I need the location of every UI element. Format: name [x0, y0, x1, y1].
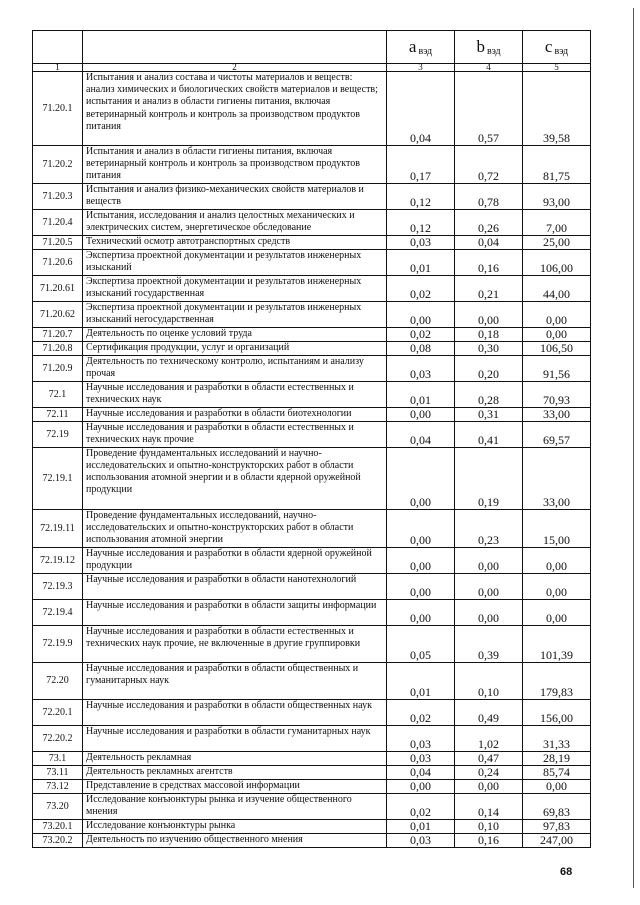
row-value-b: 0,47 [455, 751, 523, 765]
row-value-a: 0,01 [387, 381, 455, 407]
table-row [33, 833, 591, 847]
row-value-c: 179,83 [523, 662, 591, 699]
row-code: 71.20.1 [33, 72, 83, 146]
table-row [33, 547, 591, 573]
row-value-b: 0,39 [455, 625, 523, 662]
row-description: Научные исследования и разработки в области гуманитарных наук [83, 725, 387, 751]
row-value-a: 0,02 [387, 275, 455, 301]
row-description: Деятельность по изучению общественного мнения [83, 833, 387, 847]
row-code: 73.20 [33, 793, 83, 819]
row-value-c: 106,50 [523, 341, 591, 355]
row-value-a: 0,00 [387, 573, 455, 599]
table-header-row [33, 31, 591, 64]
row-value-c: 33,00 [523, 407, 591, 421]
row-code: 71.20.2 [33, 146, 83, 184]
row-value-b: 0,26 [455, 209, 523, 235]
table-row [33, 72, 591, 146]
row-value-b: 0,19 [455, 447, 523, 509]
row-value-a: 0,12 [387, 209, 455, 235]
row-value-c: 81,75 [523, 146, 591, 184]
row-description: Научные исследования и разработки в области естественных и технических наук прочие, не включенные в другие группировки [83, 625, 387, 662]
column-number-row [33, 64, 591, 72]
table-row [33, 275, 591, 301]
column-number: 3 [387, 64, 455, 72]
table-row [33, 209, 591, 235]
row-value-a: 0,00 [387, 547, 455, 573]
row-value-a: 0,12 [387, 183, 455, 209]
row-code: 73.12 [33, 779, 83, 793]
row-code: 72.20 [33, 662, 83, 699]
row-code: 72.19.9 [33, 625, 83, 662]
row-value-c: 69,57 [523, 421, 591, 447]
page-number: 68 [560, 866, 573, 878]
row-value-a: 0,17 [387, 146, 455, 184]
table-row [33, 381, 591, 407]
row-value-b: 0,49 [455, 699, 523, 725]
header-b: b $_{вэд}$ [455, 31, 523, 64]
table-row [33, 301, 591, 327]
row-value-b: 0,24 [455, 765, 523, 779]
row-value-c: 70,93 [523, 381, 591, 407]
table-row [33, 662, 591, 699]
column-number: 1 [33, 64, 83, 72]
row-value-c: 93,00 [523, 183, 591, 209]
row-value-c: 106,00 [523, 249, 591, 275]
table-row [33, 341, 591, 355]
row-value-a: 0,03 [387, 833, 455, 847]
row-description: Деятельность по оценке условий труда [83, 327, 387, 341]
row-value-c: 0,00 [523, 779, 591, 793]
table-row [33, 447, 591, 509]
row-value-b: 0,00 [455, 547, 523, 573]
table-row [33, 699, 591, 725]
row-value-a: 0,00 [387, 779, 455, 793]
row-description: Исследование конъюнктуры рынка [83, 819, 387, 833]
row-value-b: 0,28 [455, 381, 523, 407]
row-description: Испытания, исследования и анализ целостных механических и электрических систем, энергетическое обследование [83, 209, 387, 235]
row-description: Научные исследования и разработки в области общественных и гуманитарных наук [83, 662, 387, 699]
row-code: 71.20.62 [33, 301, 83, 327]
table-row [33, 509, 591, 547]
row-description: Деятельность рекламная [83, 751, 387, 765]
row-value-b: 0,57 [455, 72, 523, 146]
row-value-c: 0,00 [523, 327, 591, 341]
row-description: Деятельность по техническому контролю, испытаниям и анализу прочая [83, 355, 387, 381]
table-row [33, 625, 591, 662]
row-code: 71.20.7 [33, 327, 83, 341]
row-value-c: 44,00 [523, 275, 591, 301]
row-value-a: 0,05 [387, 625, 455, 662]
row-description: Экспертиза проектной документации и результатов инженерных изысканий государственная [83, 275, 387, 301]
row-value-b: 0,00 [455, 573, 523, 599]
row-code: 71.20.6 [33, 249, 83, 275]
table-row [33, 599, 591, 625]
row-code: 71.20.4 [33, 209, 83, 235]
row-value-b: 0,14 [455, 793, 523, 819]
column-number: 2 [83, 64, 387, 72]
row-value-b: 0,20 [455, 355, 523, 381]
table-row [33, 779, 591, 793]
table-row [33, 327, 591, 341]
row-value-c: 7,00 [523, 209, 591, 235]
row-code: 72.19.12 [33, 547, 83, 573]
row-description: Проведение фундаментальных исследований и научно-исследовательских и опытно-конструкторских работ в области использования атомной энергии и в области ядерной оружейной продукции [83, 447, 387, 509]
row-value-c: 91,56 [523, 355, 591, 381]
table-row [33, 573, 591, 599]
row-description: Экспертиза проектной документации и результатов инженерных изысканий негосударственная [83, 301, 387, 327]
row-value-c: 15,00 [523, 509, 591, 547]
row-code: 73.20.1 [33, 819, 83, 833]
row-code: 72.20.2 [33, 725, 83, 751]
row-value-c: 0,00 [523, 547, 591, 573]
row-description: Научные исследования и разработки в области ядерной оружейной продукции [83, 547, 387, 573]
row-value-a: 0,02 [387, 793, 455, 819]
row-value-b: 0,41 [455, 421, 523, 447]
row-code: 72.19 [33, 421, 83, 447]
row-code: 71.20.5 [33, 235, 83, 249]
table-row [33, 407, 591, 421]
row-value-c: 25,00 [523, 235, 591, 249]
row-description: Деятельность рекламных агентств [83, 765, 387, 779]
row-value-b: 0,16 [455, 249, 523, 275]
column-number: 4 [455, 64, 523, 72]
row-code: 71.20.3 [33, 183, 83, 209]
row-value-b: 0,00 [455, 301, 523, 327]
row-value-b: 0,10 [455, 662, 523, 699]
row-description: Испытания и анализ состава и чистоты материалов и веществ: анализ химических и биологических свойств материалов и веществ; испытания и анализ в области гигиены питания, включая ветеринарный контроль и контроль за производством продуктов питания [83, 72, 387, 146]
row-value-c: 0,00 [523, 599, 591, 625]
row-code: 73.11 [33, 765, 83, 779]
row-value-b: 0,18 [455, 327, 523, 341]
row-code: 72.19.11 [33, 509, 83, 547]
table-row [33, 819, 591, 833]
row-code: 72.19.4 [33, 599, 83, 625]
header-a: a $_{вэд}$ [387, 31, 455, 64]
row-value-a: 0,00 [387, 407, 455, 421]
row-value-b: 0,30 [455, 341, 523, 355]
row-description: Научные исследования и разработки в области биотехнологии [83, 407, 387, 421]
row-value-a: 0,03 [387, 235, 455, 249]
row-description: Технический осмотр автотранспортных средств [83, 235, 387, 249]
row-value-a: 0,03 [387, 725, 455, 751]
row-value-b: 0,04 [455, 235, 523, 249]
row-code: 72.20.1 [33, 699, 83, 725]
row-value-a: 0,01 [387, 249, 455, 275]
row-value-a: 0,08 [387, 341, 455, 355]
row-value-a: 0,03 [387, 751, 455, 765]
row-value-c: 97,83 [523, 819, 591, 833]
table-row [33, 146, 591, 184]
row-value-a: 0,01 [387, 662, 455, 699]
row-value-c: 69,83 [523, 793, 591, 819]
row-value-c: 101,39 [523, 625, 591, 662]
table-row [33, 421, 591, 447]
header-description [83, 31, 387, 64]
row-value-c: 28,19 [523, 751, 591, 765]
header-code [33, 31, 83, 64]
row-description: Научные исследования и разработки в области естественных и технических наук прочие [83, 421, 387, 447]
row-value-c: 0,00 [523, 573, 591, 599]
row-code: 72.1 [33, 381, 83, 407]
row-description: Научные исследования и разработки в области общественных наук [83, 699, 387, 725]
row-code: 73.1 [33, 751, 83, 765]
row-value-c: 85,74 [523, 765, 591, 779]
row-value-b: 1,02 [455, 725, 523, 751]
table-row [33, 765, 591, 779]
table-row [33, 793, 591, 819]
row-value-c: 31,33 [523, 725, 591, 751]
row-value-c: 0,00 [523, 301, 591, 327]
table-row [33, 235, 591, 249]
row-code: 71.20.61 [33, 275, 83, 301]
row-value-a: 0,00 [387, 509, 455, 547]
row-value-a: 0,00 [387, 599, 455, 625]
row-value-b: 0,78 [455, 183, 523, 209]
coefficients-table [32, 30, 591, 848]
row-code: 71.20.9 [33, 355, 83, 381]
row-description: Представление в средствах массовой информации [83, 779, 387, 793]
row-code: 73.20.2 [33, 833, 83, 847]
table-row [33, 751, 591, 765]
row-value-a: 0,02 [387, 699, 455, 725]
row-value-c: 39,58 [523, 72, 591, 146]
row-value-b: 0,00 [455, 599, 523, 625]
row-value-c: 156,00 [523, 699, 591, 725]
row-value-a: 0,04 [387, 421, 455, 447]
row-code: 72.11 [33, 407, 83, 421]
table-row [33, 183, 591, 209]
row-description: Испытания и анализ физико-механических свойств материалов и веществ [83, 183, 387, 209]
row-value-a: 0,03 [387, 355, 455, 381]
row-value-a: 0,04 [387, 72, 455, 146]
row-description: Проведение фундаментальных исследований, научно-исследовательских и опытно-конструкторских работ в области использования атомной энергии [83, 509, 387, 547]
row-value-b: 0,10 [455, 819, 523, 833]
table-row [33, 249, 591, 275]
row-description: Исследование конъюнктуры рынка и изучение общественного мнения [83, 793, 387, 819]
row-code: 71.20.8 [33, 341, 83, 355]
row-description: Сертификация продукции, услуг и организаций [83, 341, 387, 355]
row-value-a: 0,02 [387, 327, 455, 341]
row-value-b: 0,16 [455, 833, 523, 847]
row-code: 72.19.3 [33, 573, 83, 599]
row-value-a: 0,00 [387, 447, 455, 509]
table-row [33, 355, 591, 381]
row-value-b: 0,21 [455, 275, 523, 301]
row-code: 72.19.1 [33, 447, 83, 509]
row-description: Научные исследования и разработки в области защиты информации [83, 599, 387, 625]
row-description: Научные исследования и разработки в области естественных и технических наук [83, 381, 387, 407]
row-value-a: 0,04 [387, 765, 455, 779]
row-value-c: 33,00 [523, 447, 591, 509]
scan-edge-line [633, 8, 634, 888]
header-c: c $_{вэд}$ [523, 31, 591, 64]
row-description: Научные исследования и разработки в области нанотехнологий [83, 573, 387, 599]
row-value-b: 0,23 [455, 509, 523, 547]
row-value-b: 0,31 [455, 407, 523, 421]
row-description: Испытания и анализ в области гигиены питания, включая ветеринарный контроль и контроль за производством продуктов питания [83, 146, 387, 184]
row-value-b: 0,00 [455, 779, 523, 793]
table-row [33, 725, 591, 751]
column-number: 5 [523, 64, 591, 72]
row-description: Экспертиза проектной документации и результатов инженерных изысканий [83, 249, 387, 275]
row-value-a: 0,00 [387, 301, 455, 327]
row-value-c: 247,00 [523, 833, 591, 847]
row-value-b: 0,72 [455, 146, 523, 184]
row-value-a: 0,01 [387, 819, 455, 833]
